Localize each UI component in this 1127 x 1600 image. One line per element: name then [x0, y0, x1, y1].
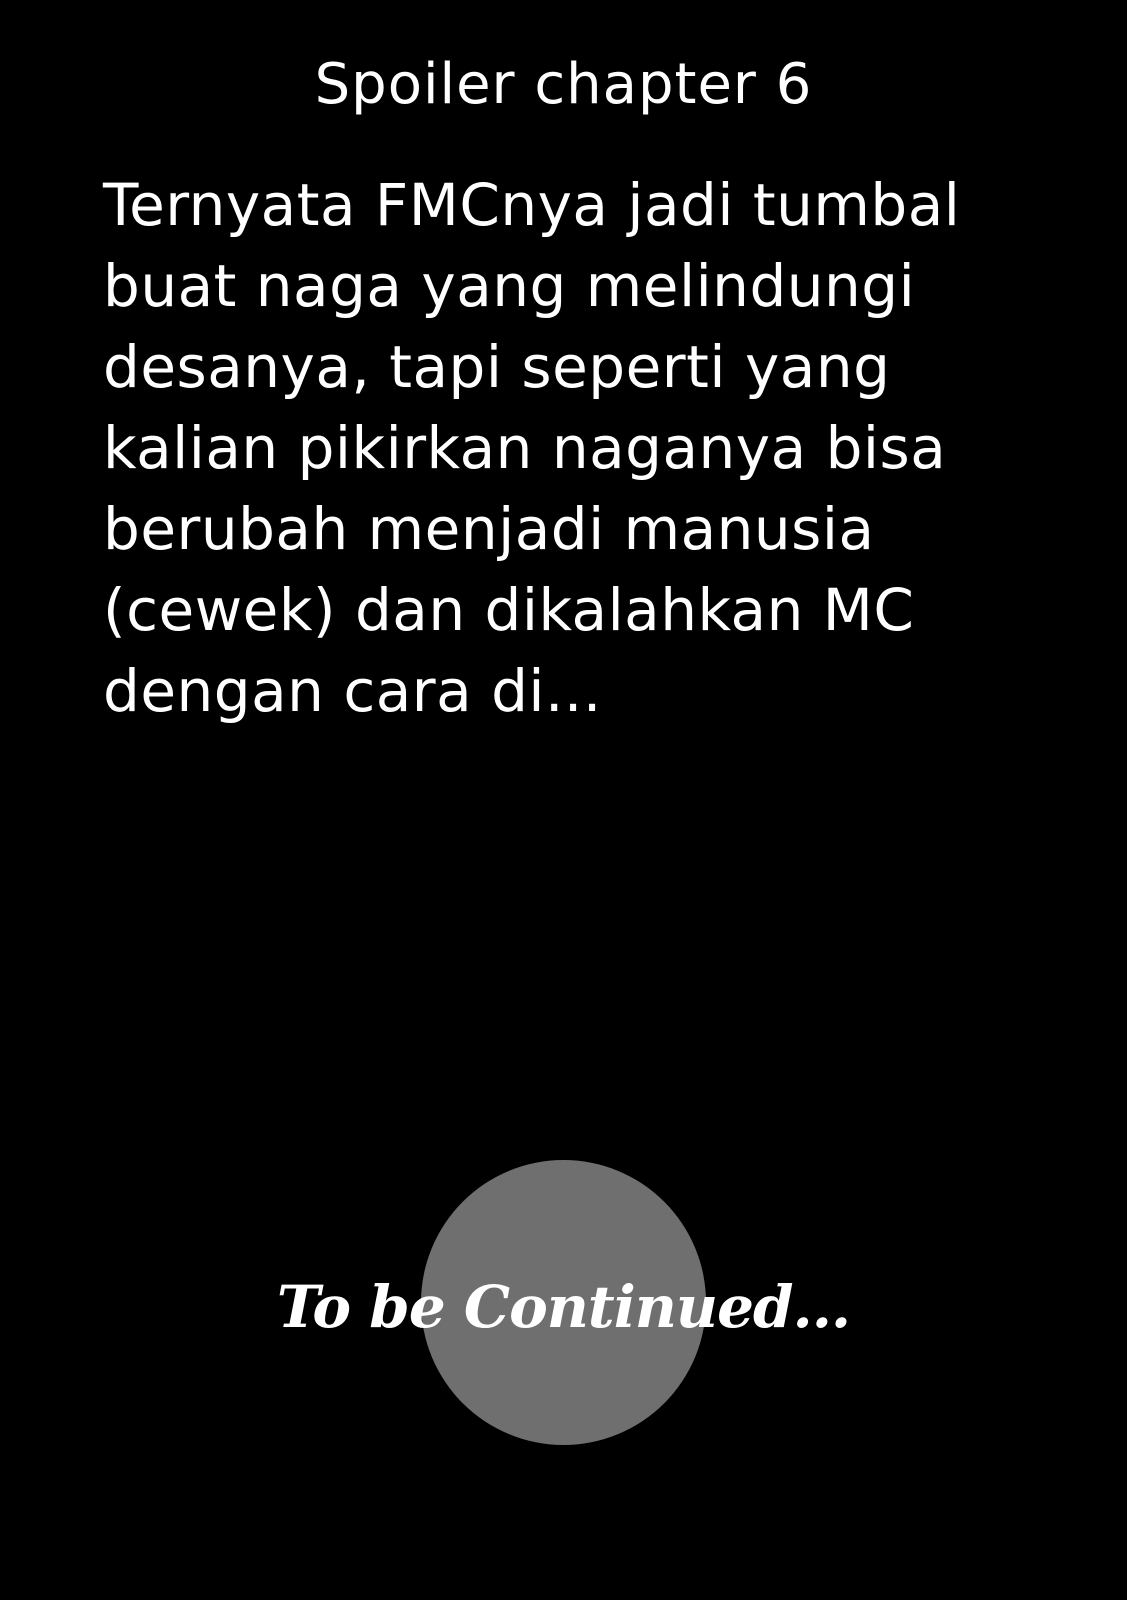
to-be-continued-label: To be Continued...	[276, 1273, 851, 1341]
spoiler-line: kalian pikirkan naganya bisa	[103, 414, 947, 482]
page-title: Spoiler chapter 6	[314, 52, 813, 117]
spoiler-line: (cewek) dan dikalahkan MC	[103, 576, 915, 644]
spoiler-line: buat naga yang melindungi	[103, 252, 916, 320]
spoiler-line: desanya, tapi seperti yang	[103, 333, 891, 401]
spoiler-line: berubah menjadi manusia	[103, 495, 875, 563]
spoiler-line: dengan cara di...	[103, 657, 602, 725]
spoiler-text	[103, 165, 1063, 732]
spoiler-line: Ternyata FMCnya jadi tumbal	[103, 171, 961, 239]
